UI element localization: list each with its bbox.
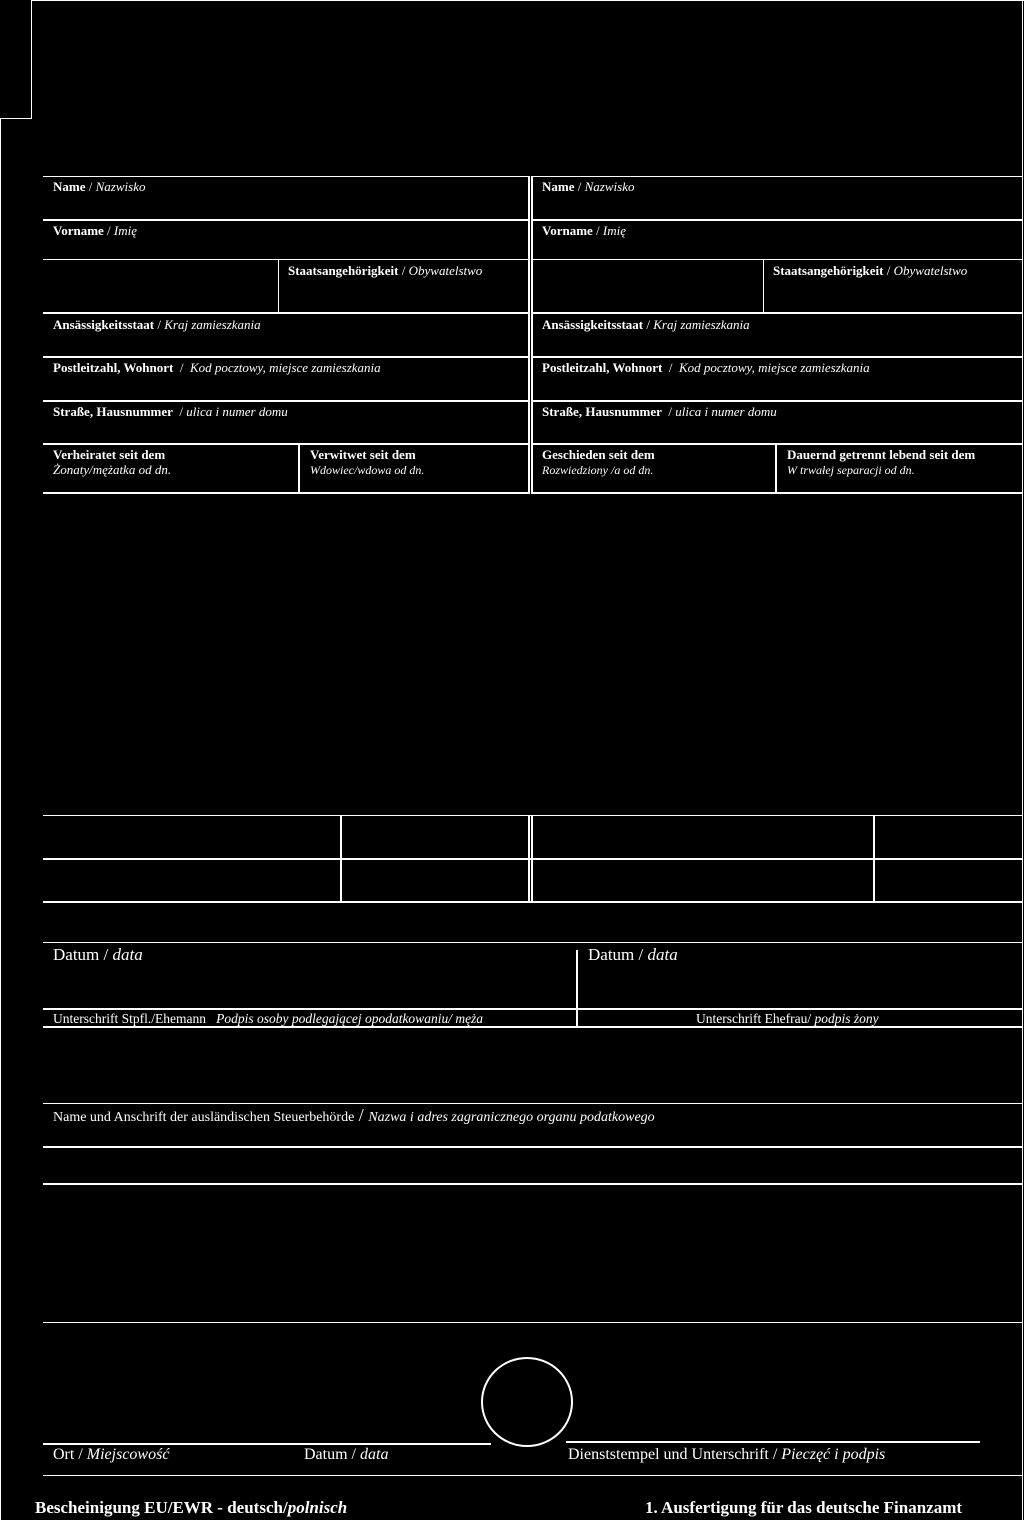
- label-de: Name: [542, 179, 575, 194]
- taxpayer-residence-label[interactable]: [53, 317, 261, 332]
- label-de: Straße, Hausnummer: [542, 404, 662, 419]
- signature-date-left[interactable]: [53, 945, 143, 965]
- taxpayer-citizenship-label[interactable]: [288, 263, 482, 278]
- footer-left-pl: polnisch: [287, 1498, 348, 1517]
- label-pl: podpis żony: [814, 1011, 879, 1026]
- separator: /: [74, 1446, 87, 1463]
- income-cell[interactable]: [43, 816, 340, 858]
- divider: [532, 259, 1023, 260]
- label-de: Ansässigkeitsstaat: [53, 317, 155, 332]
- divider: [43, 1026, 1023, 1028]
- spouse-residence-label[interactable]: [542, 317, 750, 332]
- divider: [576, 1008, 578, 1028]
- income-cell[interactable]: [43, 860, 340, 901]
- divider: [532, 492, 1023, 494]
- taxpayer-postcode-label[interactable]: [53, 360, 381, 375]
- divider: [43, 1183, 1023, 1185]
- divider: [278, 260, 279, 312]
- label-de: Postleitzahl, Wohnort: [53, 360, 174, 375]
- label-de: Staatsangehörigkeit: [288, 263, 399, 278]
- stamp-place-label[interactable]: [53, 1446, 169, 1464]
- income-cell[interactable]: [342, 860, 528, 901]
- divider: [528, 815, 530, 903]
- separator: /: [354, 1105, 369, 1125]
- label-pl: Imię: [602, 223, 627, 238]
- divider: [763, 260, 764, 312]
- label-de: Datum: [588, 945, 635, 964]
- divider: [43, 443, 529, 445]
- divider: [43, 356, 529, 358]
- label-pl: Pieczęć i podpis: [781, 1446, 886, 1463]
- taxpayer-widowed-label[interactable]: [310, 447, 424, 478]
- label-pl: Miejscowość: [86, 1446, 170, 1463]
- label-pl: data: [360, 1446, 389, 1463]
- label-de: Datum: [304, 1446, 348, 1463]
- page-left-notch: [0, 118, 32, 119]
- signature-date-right[interactable]: [588, 945, 678, 965]
- stamp-date-label[interactable]: [304, 1446, 388, 1464]
- label-pl: Wdowiec/wdowa od dn.: [310, 463, 425, 477]
- divider: [775, 443, 777, 494]
- page-left-border-lower: [0, 118, 1, 1520]
- stamp-circle-icon: [480, 1356, 574, 1448]
- divider: [43, 219, 529, 221]
- label-pl: Podpis osoby podlegającej opodatkowaniu/ męża: [216, 1011, 484, 1026]
- divider: [43, 901, 1023, 903]
- divider: [532, 400, 1023, 402]
- divider: [298, 443, 300, 494]
- divider: [43, 176, 529, 177]
- divider: [566, 1441, 980, 1443]
- separator: /: [103, 223, 114, 238]
- taxpayer-firstname-label[interactable]: [53, 223, 137, 238]
- separator: /: [883, 263, 894, 278]
- label-pl: Obywatelstwo: [893, 263, 968, 278]
- label-de: Vorname: [542, 223, 593, 238]
- label-de: Name und Anschrift der ausländischen Steuerbehörde: [53, 1110, 355, 1125]
- separator: /: [592, 223, 603, 238]
- authority-input[interactable]: [43, 1148, 1023, 1183]
- label-pl: Obywatelstwo: [408, 263, 483, 278]
- label-pl: ulica i numer domu: [186, 404, 288, 419]
- label-pl: W trwałej separacji od dn.: [787, 463, 915, 477]
- separator: /: [643, 317, 654, 332]
- divider: [43, 942, 1023, 943]
- footer-right: 1. Ausfertigung für das deutsche Finanzamt: [645, 1498, 963, 1517]
- taxpayer-street-label[interactable]: [53, 404, 288, 419]
- authority-label[interactable]: [53, 1105, 655, 1125]
- separator: /: [347, 1446, 360, 1463]
- label-pl: data: [112, 945, 143, 964]
- page-right-border: [1022, 0, 1023, 1520]
- separator: /: [398, 263, 409, 278]
- label-pl: Nazwisko: [95, 179, 146, 194]
- label-pl: Nazwisko: [584, 179, 635, 194]
- spouse-separated-label[interactable]: [787, 447, 975, 478]
- spouse-name-label[interactable]: [542, 179, 634, 194]
- separator: /: [173, 360, 190, 375]
- divider: [43, 1443, 491, 1445]
- income-cell[interactable]: [875, 816, 1022, 858]
- separator: /: [662, 360, 679, 375]
- label-pl: data: [647, 945, 678, 964]
- label-de: Verheiratet seit dem: [53, 447, 166, 462]
- taxpayer-married-label[interactable]: [53, 447, 171, 477]
- divider: [43, 312, 529, 314]
- label-de: Ort: [53, 1446, 75, 1463]
- label-pl: ulica i numer domu: [675, 404, 777, 419]
- divider: [532, 443, 1023, 445]
- separator: /: [154, 317, 165, 332]
- separator: /: [85, 179, 96, 194]
- signature-taxpayer-label[interactable]: [53, 1011, 483, 1026]
- spouse-citizenship-label[interactable]: [773, 263, 967, 278]
- spouse-postcode-label[interactable]: [542, 360, 870, 375]
- divider: [532, 176, 1023, 177]
- label-pl: Kraj zamieszkania: [653, 317, 750, 332]
- label-pl: Kraj zamieszkania: [164, 317, 261, 332]
- footer-left: [35, 1498, 347, 1518]
- page-top-border: [32, 0, 1024, 1]
- separator: /: [661, 404, 676, 419]
- label-de: Geschieden seit dem: [542, 447, 655, 462]
- income-cell[interactable]: [342, 816, 528, 858]
- label-de: Dauernd getrennt lebend seit dem: [787, 447, 976, 462]
- separator: /: [172, 404, 187, 419]
- income-cell[interactable]: [875, 860, 1022, 901]
- label-pl: Kod pocztowy, miejsce zamieszkania: [190, 360, 381, 375]
- divider: [43, 1103, 1023, 1104]
- label-pl: Nazwa i adres zagranicznego organu podatkowego: [368, 1110, 655, 1125]
- label-de: Dienststempel und Unterschrift: [568, 1446, 769, 1463]
- stamp-signature-label[interactable]: [568, 1446, 885, 1464]
- divider: [43, 1475, 1023, 1476]
- label-de: Straße, Hausnummer: [53, 404, 173, 419]
- divider: [532, 356, 1023, 358]
- label-pl: Żonaty/mężatka od dn.: [53, 462, 172, 477]
- divider: [43, 400, 529, 402]
- divider: [43, 1008, 1023, 1010]
- label-de: Vorname: [53, 223, 104, 238]
- label-de: Unterschrift Stpfl./Ehemann: [53, 1011, 206, 1026]
- separator: /: [768, 1446, 782, 1463]
- spouse-street-label[interactable]: [542, 404, 777, 419]
- label-de: Unterschrift Ehefrau/: [696, 1011, 812, 1026]
- divider: [532, 219, 1023, 221]
- signature-spouse-label[interactable]: [696, 1011, 879, 1026]
- label-de: Verwitwet seit dem: [310, 447, 416, 462]
- taxpayer-name-label[interactable]: [53, 179, 145, 194]
- label-de: Postleitzahl, Wohnort: [542, 360, 663, 375]
- label-de: Datum: [53, 945, 100, 964]
- footer-left-de: Bescheinigung EU/EWR - deutsch/: [35, 1498, 288, 1517]
- divider: [43, 1322, 1023, 1323]
- divider: [532, 312, 1023, 314]
- label-de: Ansässigkeitsstaat: [542, 317, 644, 332]
- label-pl: Imię: [113, 223, 138, 238]
- label-de: Name: [53, 179, 86, 194]
- separator: /: [99, 945, 113, 964]
- spouse-firstname-label[interactable]: [542, 223, 626, 238]
- label-pl: Kod pocztowy, miejsce zamieszkania: [679, 360, 870, 375]
- label-pl: Rozwiedziony /a od dn.: [542, 463, 654, 477]
- divider: [43, 259, 529, 260]
- divider: [43, 492, 529, 494]
- separator: /: [574, 179, 585, 194]
- divider: [531, 176, 533, 494]
- divider: [576, 950, 578, 1010]
- page-left-border: [31, 0, 32, 118]
- spouse-divorced-label[interactable]: [542, 447, 655, 478]
- income-cell[interactable]: [533, 816, 873, 858]
- divider: [528, 176, 530, 494]
- income-cell[interactable]: [533, 860, 873, 901]
- separator: /: [634, 945, 648, 964]
- label-de: Staatsangehörigkeit: [773, 263, 884, 278]
